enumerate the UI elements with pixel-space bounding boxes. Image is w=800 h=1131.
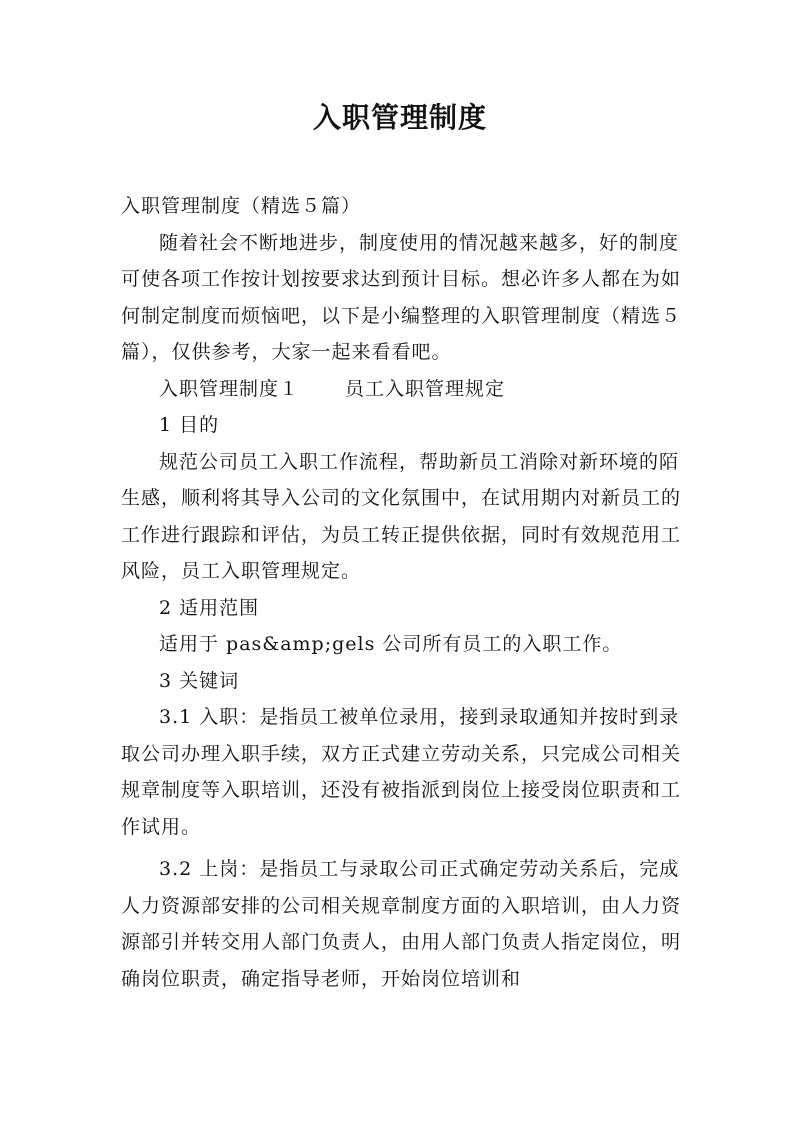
- section-label: 入职管理制度１: [159, 377, 300, 400]
- keyword-onpost-paragraph: 3.2 上岗：是指员工与录取公司正式确定劳动关系后，完成人力资源部安排的公司相关规章制度方面的入职培训，由人力资源部引并转交用人部门负责人，由用人部门负责人指定岗位，明确岗位职责，确定指导老师，开始岗位培训和: [121, 858, 682, 990]
- heading-keywords: 3 关键词: [159, 669, 240, 692]
- document-body: [121, 188, 686, 997]
- section-title: 员工入职管理规定: [345, 377, 506, 400]
- section-heading: [121, 371, 686, 408]
- heading-purpose: 1 目的: [159, 414, 220, 436]
- heading-scope: 2 适用范围: [159, 596, 260, 619]
- document-title: 入职管理制度: [312, 101, 487, 134]
- document-subtitle: 入职管理制度（精选５篇）: [121, 195, 362, 217]
- intro-paragraph: 随着社会不断地进步，制度使用的情况越来越多，好的制度可使各项工作按计划按要求达到预计目标。想必许多人都在为如何制定制度而烦恼吧，以下是小编整理的入职管理制度（精选５篇），仅供参考，大家一起来看看吧。: [121, 231, 682, 363]
- purpose-paragraph: 规范公司员工入职工作流程，帮助新员工消除对新环境的陌生感，顺利将其导入公司的文化氛围中，在试用期内对新员工的工作进行跟踪和评估，为员工转正提供依据，同时有效规范用工风险，员工入职管理规定。: [121, 450, 682, 582]
- keyword-onboarding-paragraph: 3.1 入职：是指员工被单位录用，接到录取通知并按时到录取公司办理入职手续，双方正式建立劳动关系，只完成公司相关规章制度等入职培训，还没有被指派到岗位上接受岗位职责和工作试用。: [121, 706, 682, 838]
- scope-paragraph: 适用于 pas&amp;gels 公司所有员工的入职工作。: [159, 633, 623, 655]
